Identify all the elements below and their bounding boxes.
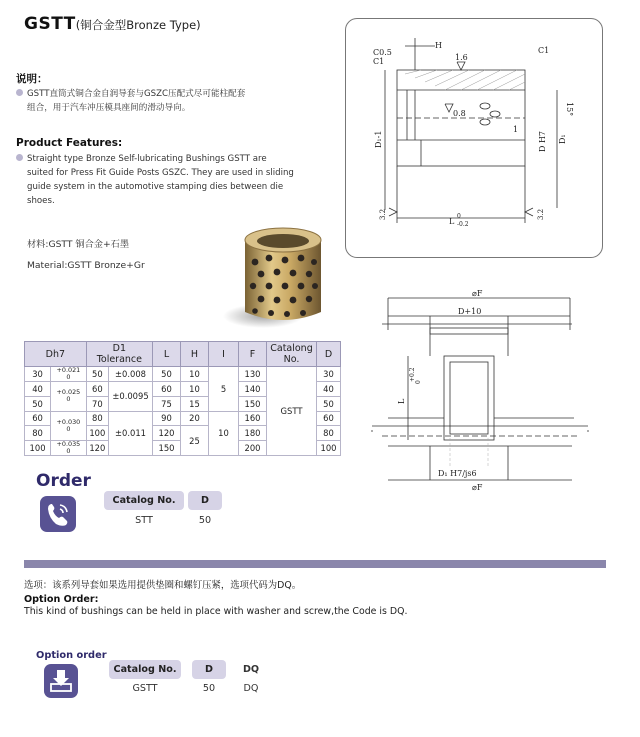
title-subtitle: (铜合金型Bronze Type) bbox=[75, 18, 201, 32]
col-dh7: Dh7 bbox=[25, 342, 87, 367]
cell: 50 bbox=[86, 367, 108, 382]
cell: ±0.0095 bbox=[109, 382, 153, 412]
cell: ±0.008 bbox=[109, 367, 153, 382]
cell: 80 bbox=[86, 411, 108, 426]
option-d-label: D bbox=[192, 660, 226, 679]
label-phi-f-bottom: ⌀F bbox=[472, 483, 483, 492]
col-l: L bbox=[153, 342, 181, 367]
cell: 150 bbox=[153, 441, 181, 456]
cell: 10 bbox=[181, 367, 209, 382]
col-i: I bbox=[209, 342, 239, 367]
label-d-plus-10: D+10 bbox=[458, 307, 482, 316]
label-l-tol2: -0.2 bbox=[457, 221, 469, 228]
cell: 50 bbox=[25, 396, 51, 411]
cell: 60 bbox=[86, 382, 108, 397]
label-phi-f-top: ⌀F bbox=[472, 289, 483, 298]
description-cn bbox=[16, 87, 316, 115]
cell: 100 bbox=[86, 426, 108, 441]
down-arrow-icon bbox=[44, 664, 78, 698]
cell: +0.021 0 bbox=[51, 367, 87, 382]
cell: 90 bbox=[153, 411, 181, 426]
material-cn: 材料:GSTT 铜合金+石墨 bbox=[27, 239, 130, 250]
order-catalog-value: STT bbox=[135, 515, 153, 526]
order-d-value: 50 bbox=[198, 515, 212, 526]
label-c1-right: C1 bbox=[538, 46, 550, 55]
features-line-4: shoes. bbox=[27, 196, 55, 206]
cell: 50 bbox=[317, 396, 341, 411]
cell: 60 bbox=[153, 382, 181, 397]
label-r32-right: 3.2 bbox=[537, 208, 545, 220]
option-cn: 选项：该系列导套如果选用提供垫圈和螺钉压紧，选项代码为DQ。 bbox=[24, 580, 302, 591]
cell: 150 bbox=[239, 396, 267, 411]
col-f: F bbox=[239, 342, 267, 367]
cell: 80 bbox=[25, 426, 51, 441]
features-text bbox=[16, 152, 336, 208]
features-line-2: suited for Press Fit Guide Posts GSZC. They are used in sliding bbox=[27, 168, 294, 178]
label-c05: C0.5 bbox=[373, 48, 392, 57]
cell: 75 bbox=[153, 396, 181, 411]
mounting-drawing bbox=[368, 286, 598, 492]
option-dq-label: DQ bbox=[242, 664, 260, 675]
description-line-2: 组合，用于汽车冲压模具座间的滑动导向。 bbox=[27, 103, 191, 113]
cell: 70 bbox=[86, 396, 108, 411]
label-one: 1 bbox=[513, 125, 519, 134]
cell: +0.035 0 bbox=[51, 441, 87, 456]
order-title: Order bbox=[36, 471, 91, 491]
cell: 60 bbox=[317, 411, 341, 426]
cell: 15 bbox=[181, 396, 209, 411]
features-heading: Product Features: bbox=[16, 137, 123, 149]
option-catalog-label: Catalog No. bbox=[109, 660, 181, 679]
cell: 120 bbox=[86, 441, 108, 456]
option-dq-value: DQ bbox=[243, 683, 259, 694]
cell: 40 bbox=[317, 382, 341, 397]
label-r08: 0.8 bbox=[453, 109, 466, 118]
cell: 130 bbox=[239, 367, 267, 382]
cell: +0.025 0 bbox=[51, 382, 87, 412]
features-line-3: guide system in the automotive stamping dies between die bbox=[27, 182, 284, 192]
label-l-tol: 0 bbox=[457, 213, 461, 220]
spec-table bbox=[24, 341, 341, 456]
bullet-dot bbox=[16, 154, 23, 161]
page-title bbox=[24, 14, 201, 34]
features-line-1: Straight type Bronze Self-lubricating Bushings GSTT are bbox=[27, 154, 267, 164]
label-l-tol-bot: 0 bbox=[415, 380, 422, 384]
table-header-row bbox=[25, 342, 341, 367]
cell: 200 bbox=[239, 441, 267, 456]
section-divider bbox=[24, 560, 606, 568]
phone-icon bbox=[40, 496, 76, 532]
cell: 60 bbox=[25, 411, 51, 426]
cell-catalog-merged: GSTT bbox=[267, 367, 317, 456]
col-h: H bbox=[181, 342, 209, 367]
bullet-dot bbox=[16, 89, 23, 96]
cell: 140 bbox=[239, 382, 267, 397]
cell: +0.030 0 bbox=[51, 411, 87, 441]
col-catalog: Catalong No. bbox=[267, 342, 317, 367]
label-r32-left: 3.2 bbox=[379, 208, 387, 220]
cell: 120 bbox=[153, 426, 181, 441]
label-d1-minus-1: D₁-1 bbox=[374, 130, 383, 148]
material-en: Material:GSTT Bronze+Gr bbox=[27, 260, 145, 271]
label-r16: 1.6 bbox=[455, 53, 468, 62]
label-c1-left: C1 bbox=[373, 57, 385, 66]
label-d1-right: D₁ bbox=[558, 134, 567, 144]
cell-i-merged: 5 bbox=[209, 367, 239, 412]
option-catalog-value: GSTT bbox=[132, 683, 158, 694]
title-code: GSTT bbox=[24, 14, 76, 34]
description-line-1: GSTT直筒式铜合金自润导套与GSZC压配式尽可能柱配套 bbox=[27, 89, 246, 99]
cell: 10 bbox=[181, 382, 209, 397]
bushing-photo bbox=[215, 222, 335, 334]
option-heading: Option Order: bbox=[24, 594, 99, 605]
order-d-label: D bbox=[188, 491, 222, 510]
cell: 100 bbox=[25, 441, 51, 456]
option-order-title: Option order bbox=[36, 650, 107, 661]
label-dh7: D H7 bbox=[538, 130, 547, 152]
label-15-deg: 15° bbox=[565, 102, 574, 117]
cell: 40 bbox=[25, 382, 51, 397]
col-d: D bbox=[317, 342, 341, 367]
cell: 180 bbox=[239, 426, 267, 441]
option-d-value: 50 bbox=[202, 683, 216, 694]
cell: 30 bbox=[317, 367, 341, 382]
order-catalog-label: Catalog No. bbox=[104, 491, 184, 510]
cell: 30 bbox=[25, 367, 51, 382]
option-en: This kind of bushings can be held in place with washer and screw,the Code is DQ. bbox=[24, 606, 408, 617]
cell: 100 bbox=[317, 441, 341, 456]
cell-h-merged: 25 bbox=[181, 426, 209, 456]
cell: 50 bbox=[153, 367, 181, 382]
bushing-section-drawing bbox=[345, 18, 603, 258]
col-d1-tolerance: D1 Tolerance bbox=[86, 342, 152, 367]
cell: 80 bbox=[317, 426, 341, 441]
cell: 160 bbox=[239, 411, 267, 426]
cell-i-merged: 10 bbox=[209, 411, 239, 456]
description-heading: 说明： bbox=[16, 73, 48, 85]
label-h: H bbox=[435, 41, 442, 50]
label-l: L bbox=[449, 217, 455, 226]
table-row bbox=[25, 367, 341, 382]
cell: 20 bbox=[181, 411, 209, 426]
cell: ±0.011 bbox=[109, 411, 153, 456]
label-l2: L bbox=[397, 398, 406, 404]
label-l-tol-top: +0.2 bbox=[409, 367, 416, 382]
label-fit: D₁ H7/js6 bbox=[438, 469, 477, 478]
